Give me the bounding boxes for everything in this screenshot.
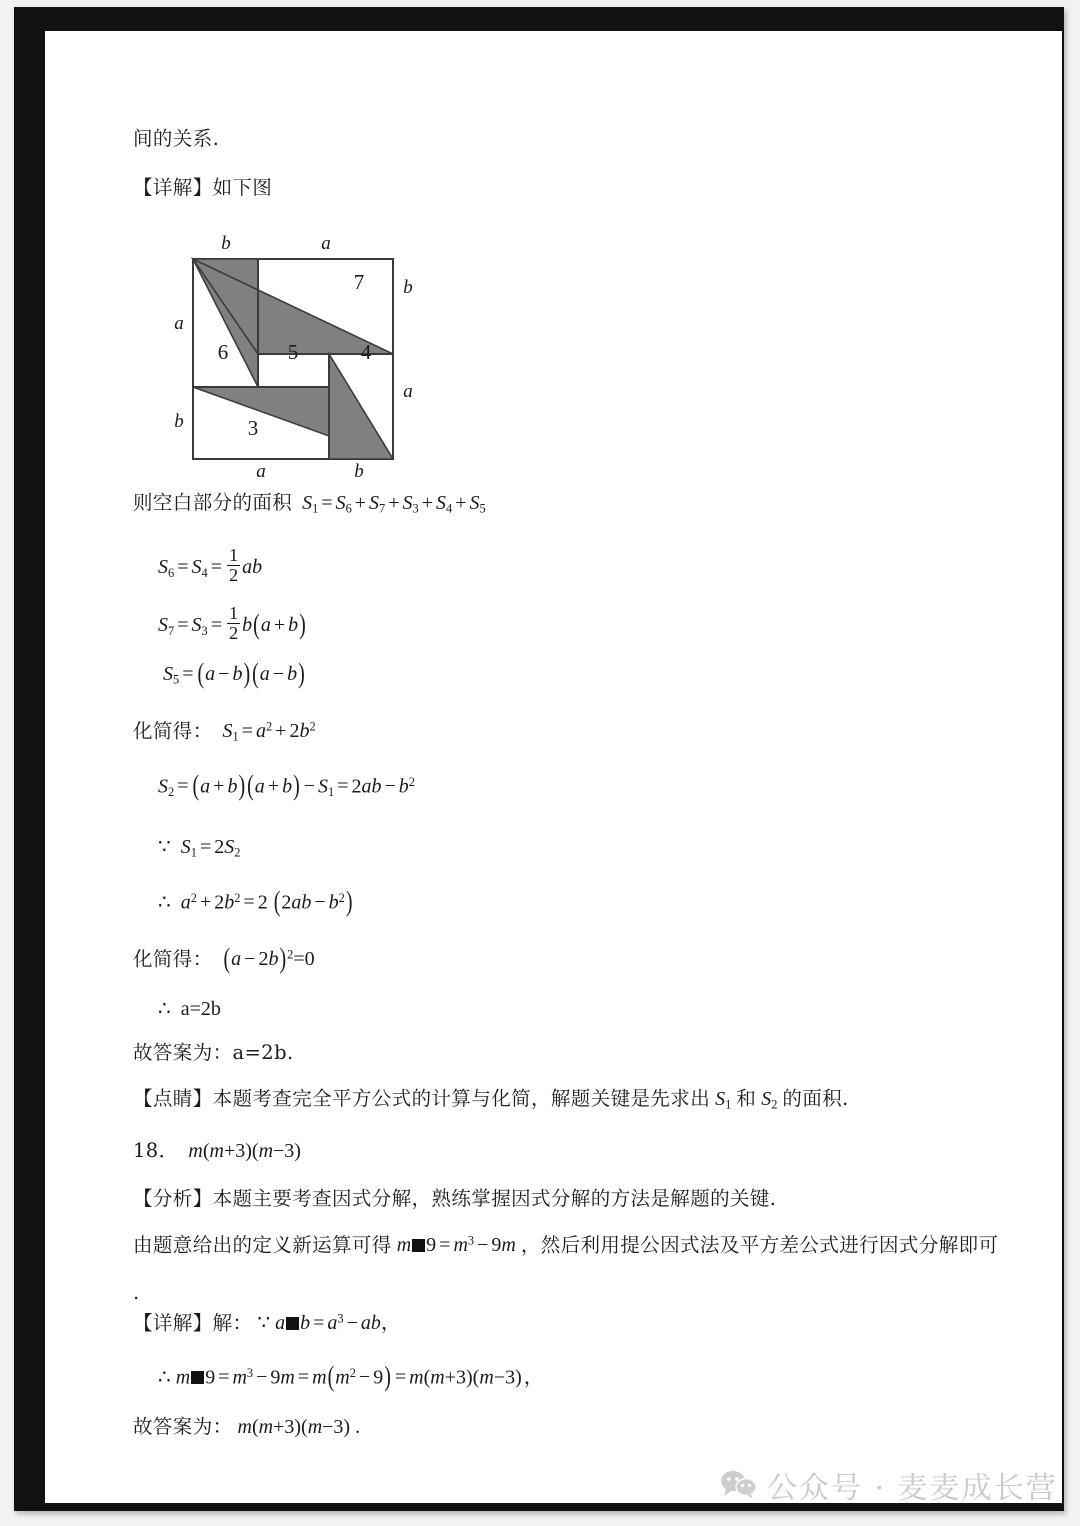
detail-18-given: ∵ a $b = a^3$ − ab， — [252, 1312, 401, 1335]
wechat-icon — [720, 1470, 758, 1500]
tip-s1: $S_1$ — [715, 1088, 732, 1112]
simplify-line-2 — [133, 943, 315, 976]
final-answer-18-expression: m(m+3)(m−3) . — [237, 1416, 361, 1438]
watermark — [720, 1462, 1058, 1508]
tip-prefix: 【点睛】本题考查完全平方公式的计算与化简，解题关键是先求出 — [133, 1087, 711, 1110]
page-canvas — [45, 31, 1062, 1503]
equation-s2: $S_2 = (a + b) (a + b) - S_1 = 2ab - b^2$ — [158, 770, 415, 803]
black-square-operator-icon — [191, 1371, 204, 1384]
document-content — [45, 31, 1062, 1503]
detail-header: 【详解】如下图 — [133, 176, 273, 199]
region-label-4: 4 — [360, 340, 372, 364]
edge-label-bottom-right-b: b — [354, 461, 364, 479]
reasoning-suffix: ，然后利用提公因式法及平方差公式进行因式分解即可 — [520, 1233, 999, 1257]
simplify-label-2: 化简得： — [133, 947, 213, 971]
reasoning-prefix: 由题意给出的定义新运算可得 — [133, 1233, 392, 1257]
blank-area-intro-text: 则空白部分的面积 — [133, 491, 293, 514]
edge-label-bottom-left-a: a — [256, 461, 266, 479]
tip-s2: $S_2$ — [761, 1088, 778, 1112]
geometry-figure — [163, 227, 423, 479]
region-label-6: 6 — [217, 340, 229, 364]
derivation-18: ∴ m $9 = m^3 - 9m = m(m^2 - 9) = m(m+3)(m-3)$ ， — [158, 1361, 544, 1394]
final-answer-17: 故答案为：a=2b. — [133, 1041, 294, 1064]
equation-s5: $S_5 = (a - b) (a - b)$ — [163, 658, 305, 690]
blank-area-equation-line — [133, 493, 486, 515]
region-label-3: 3 — [247, 416, 259, 440]
question-18-line — [133, 1141, 301, 1162]
equation-s6-s4: $S_6 = S_4$ = $\frac{1}{2}$ ab — [158, 545, 263, 585]
tangram-square-svg — [163, 227, 423, 479]
simplify-equation-2: $(a - 2b)^2=0$ — [223, 943, 315, 976]
simplify-equation-1: $S_1 = a^2 + 2b^2$ — [222, 720, 316, 745]
final-answer-18-line — [133, 1417, 360, 1438]
region-label-7: 7 — [353, 270, 365, 294]
reasoning-line — [133, 1235, 998, 1256]
watermark-text: 公众号 · 麦麦成长营 — [767, 1471, 1058, 1506]
paragraph-continuation: 间的关系. — [133, 127, 220, 150]
detail-18-prefix: 【详解】解： — [133, 1311, 253, 1335]
analysis-line: 【分析】本题主要考查因式分解，熟练掌握因式分解的方法是解题的关键. — [133, 1187, 777, 1210]
edge-label-left-top-a: a — [174, 313, 184, 334]
edge-label-top-left-b: b — [221, 233, 231, 254]
detail-18-line — [133, 1313, 401, 1334]
final-answer-18-label: 故答案为： — [133, 1415, 233, 1438]
tip-and: 和 — [736, 1087, 757, 1110]
equation-s7-s3: $S_7 = S_3$ = $\frac{1}{2}$ b(a + b) — [158, 603, 306, 643]
question-18-number: 18． — [133, 1139, 179, 1162]
edge-label-left-bottom-b: b — [174, 411, 184, 432]
black-square-operator-icon — [412, 1239, 425, 1252]
reasoning-expression: m $9 = m^3 - 9m$ — [396, 1234, 516, 1257]
therefore-expanded: ∴ $a^2 + 2b^2 = 2$ $(2ab - b^2)$ — [158, 886, 353, 919]
stray-period: . — [133, 1281, 140, 1304]
edge-label-right-top-b: b — [403, 277, 413, 298]
therefore-a-equals-2b: ∴ a=2b — [158, 998, 221, 1020]
simplify-label-1: 化简得： — [133, 719, 213, 743]
page-frame-border — [14, 7, 1064, 1511]
simplify-line-1 — [133, 721, 316, 744]
because-s1-2s2: ∵ $S_1 = 2S_2$ — [158, 836, 241, 860]
s1-sum-expression: $S_1 = S_6 + S_7 + S_3 + S_4 + S_5$ — [302, 492, 486, 516]
tip-suffix: 的面积. — [782, 1087, 849, 1110]
black-square-operator-icon — [286, 1317, 299, 1330]
edge-label-right-bottom-a: a — [403, 381, 413, 402]
tip-line — [133, 1089, 849, 1111]
question-18-expression: m(m+3)(m−3) — [188, 1140, 301, 1162]
edge-label-top-right-a: a — [321, 233, 331, 254]
region-label-5: 5 — [287, 340, 299, 364]
